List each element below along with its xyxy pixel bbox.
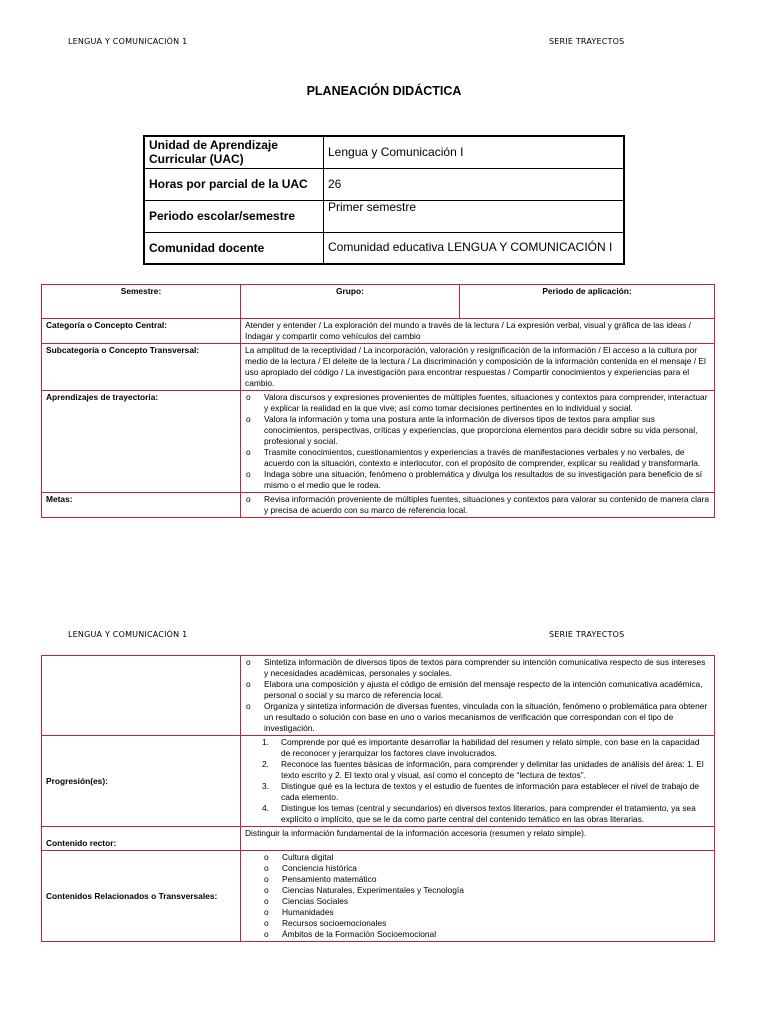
- list-item: o Revisa información proveniente de múltiples fuentes, situaciones y contextos para valorar su contenido de manera clara y precisa de acuerdo con su marco de referencia local.: [245, 494, 710, 516]
- subcategory-text: La amplitud de la receptividad / La incorporación, valoración y resignificación de la información / El acceso a la cultura por medio de la lectura / El deleite de la lectura / La discriminación y composición de la información contenida en el mensaje / El uso apropiado del código / La investigación para encontrar respuestas / Compartir conocimientos y experiencias para el cambio.: [241, 344, 715, 391]
- goals-list-continued: [245, 657, 710, 734]
- hours-label: Horas por parcial de la UAC: [144, 168, 324, 200]
- subcategory-label: Subcategoría o Concepto Transversal:: [42, 344, 241, 391]
- main-content-text: Distinguir la información fundamental de la información accesoria (resumen y relato simple).: [241, 827, 715, 851]
- community-label: Comunidad docente: [144, 232, 324, 264]
- plan-table-continued: [41, 655, 715, 942]
- list-item: o Elabora una composición y ajusta el código de emisión del mensaje respecto de la intención comunicativa académica, personal o social y su marco de referencia local.: [245, 679, 710, 701]
- progression-label: Progresión(es):: [42, 736, 241, 827]
- list-item: o Ciencias Naturales, Experimentales y Tecnología: [263, 885, 710, 896]
- uac-table: [143, 135, 625, 265]
- community-value: Comunidad educativa LENGUA Y COMUNICACIÓN I: [324, 232, 625, 264]
- header-left-page2: LENGUA Y COMUNICACIÓN 1: [68, 630, 188, 639]
- plan-table: [41, 284, 715, 518]
- related-content-list: [245, 852, 710, 940]
- list-item: 2. Reconoce las fuentes básicas de información, para comprender y delimitar las unidades de análisis del área: 1. El texto escrito y 2. El texto oral y visual, así como el concepto de “lectura de textos”.: [262, 759, 704, 780]
- document-title: PLANEACIÓN DIDÁCTICA: [306, 84, 462, 98]
- list-item: o Trasmite conocimientos, cuestionamientos y experiencias a través de manifestaciones verbales y no verbales, de acuerdo con la situación, contexto e interlocutor, con el propósito de comprender, explicar su realidad y transformarla.: [245, 447, 710, 469]
- trajectory-list: [245, 392, 710, 491]
- list-item: o Pensamiento matemático: [263, 874, 710, 885]
- hours-value: 26: [324, 168, 625, 200]
- list-item: 1. Comprende por qué es importante desarrollar la habilidad del resumen y relato simple, con base en la capacidad de reconocer y jerarquizar los factores clave involucrados.: [262, 737, 700, 758]
- list-item: o Recursos socioemocionales: [263, 918, 710, 929]
- uac-value: Lengua y Comunicación I: [324, 136, 625, 168]
- list-item: o Conciencia histórica: [263, 863, 710, 874]
- list-item: o Sintetiza información de diversos tipos de textos para comprender su intención comunicativa respecto de sus intereses y necesidades académicas, personales y sociales.: [245, 657, 710, 679]
- empty-label-cell: [42, 656, 241, 736]
- list-item: o Valora la información y toma una postura ante la información de diversos tipos de textos para ampliar sus conocimientos, perspectivas, críticas y experiencias, que proporciona elementos para decidir sobre su vida personal, profesional y social.: [245, 414, 710, 447]
- list-item: o Humanidades: [263, 907, 710, 918]
- goals-list: [245, 494, 710, 516]
- list-item: o Indaga sobre una situación, fenómeno o problemática y divulga los resultados de su investigación para beneficio de sí mismo o el medio que le rodea.: [245, 469, 710, 491]
- main-content-label: Contenido rector:: [42, 827, 241, 851]
- list-item: 4. Distingue los temas (central y secundarios) en diversos textos literarios, para comprender el tratamiento, ya sea explícito o implícito, que se le da como parte central del contenido temático en las obras literarias.: [262, 803, 696, 824]
- goals-label: Metas:: [42, 493, 241, 518]
- period-value: Primer semestre: [324, 200, 625, 232]
- semester-cell: Semestre:: [42, 285, 241, 319]
- trajectory-label: Aprendizajes de trayectoria:: [42, 391, 241, 493]
- progression-list: [245, 737, 710, 825]
- list-item: o Organiza y sintetiza información de diversas fuentes, vinculada con la situación, fenómeno o problemática para obtener un resultado o solución con base en uno o varios mecanismos de verificación que correspondan con el tipo de investigación.: [245, 701, 710, 734]
- category-label: Categoría o Concepto Central:: [42, 319, 241, 344]
- list-item: o Cultura digital: [263, 852, 710, 863]
- category-text: Atender y entender / La exploración del mundo a través de la lectura / La expresión verbal, visual y gráfica de las ideas / Indagar y compartir como vehículos del cambio: [241, 319, 715, 344]
- related-content-label: Contenidos Relacionados o Transversales:: [42, 851, 241, 942]
- header-right: SERIE TRAYECTOS: [549, 37, 625, 46]
- header-right-page2: SERIE TRAYECTOS: [549, 630, 625, 639]
- list-item: o Ámbitos de la Formación Socioemocional: [263, 929, 710, 940]
- period-label: Periodo escolar/semestre: [144, 200, 324, 232]
- list-item: o Valora discursos y expresiones provenientes de múltiples fuentes, situaciones y contextos para comprender, interactuar y explicar la realidad en la que vive; así como tomar decisiones pertinentes en lo individual y social.: [245, 392, 710, 414]
- uac-label: Unidad de Aprendizaje Curricular (UAC): [144, 136, 324, 168]
- list-item: o Ciencias Sociales: [263, 896, 710, 907]
- group-cell: Grupo:: [241, 285, 460, 319]
- period-cell: Periodo de aplicación:: [460, 285, 715, 319]
- list-item: 3. Distingue qué es la lectura de textos y el estudio de fuentes de información para establecer el nivel de trabajo de cada elemento.: [262, 781, 700, 802]
- header-left: LENGUA Y COMUNICACIÓN 1: [68, 37, 188, 46]
